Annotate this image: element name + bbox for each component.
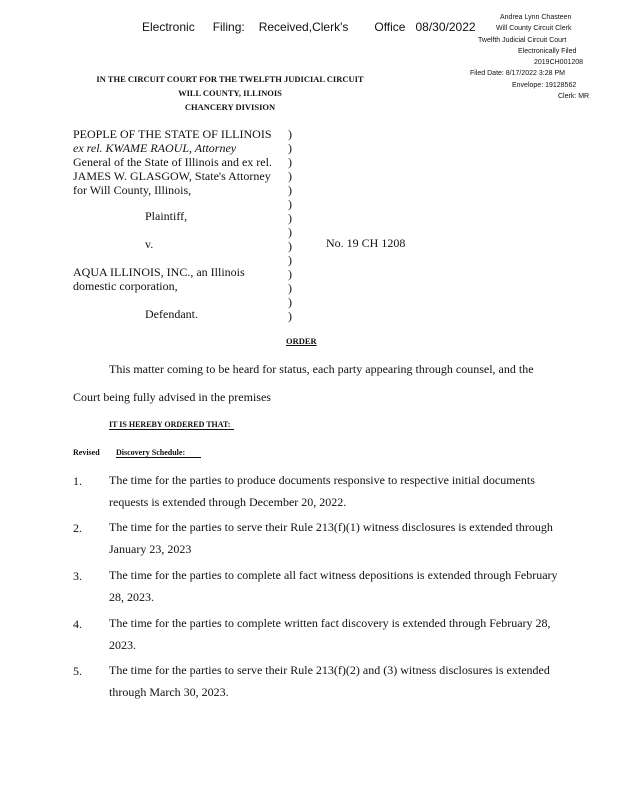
stamp-efiled: Electronically Filed bbox=[518, 47, 577, 55]
item-2-number: 2. bbox=[73, 521, 82, 535]
stamp-clerk-initials: Clerk: MR bbox=[558, 93, 590, 101]
item-2-text: The time for the parties to serve their Rule 213(f)(1) witness disclosures is extended through January 23, 2023 bbox=[109, 520, 553, 556]
order-intro-line-2: Court being fully advised in the premises bbox=[73, 390, 271, 404]
court-division: CHANCERY DIVISION bbox=[184, 102, 276, 112]
versus: v. bbox=[145, 237, 154, 251]
item-5-text: The time for the parties to serve their Rule 213(f)(2) and (3) witness disclosures is extended through March 30, 2023. bbox=[109, 663, 550, 699]
item-1-number: 1. bbox=[73, 474, 82, 488]
plaintiff-line-4: JAMES W. GLASGOW, State's Attorney bbox=[73, 169, 271, 183]
plaintiff-line-2: ex rel. KWAME RAOUL, Attorney bbox=[73, 141, 237, 155]
case-number: No. 19 CH 1208 bbox=[326, 236, 406, 250]
defendant-line-2: domestic corporation, bbox=[73, 279, 178, 293]
stamp-envelope: Envelope: 19128562 bbox=[512, 81, 577, 89]
revised-label: Revised bbox=[73, 448, 100, 457]
plaintiff-line-1: PEOPLE OF THE STATE OF ILLINOIS bbox=[73, 127, 272, 141]
filing-word-office: Office bbox=[374, 20, 406, 34]
e-filing-banner bbox=[142, 20, 476, 34]
ordered-heading: IT IS HEREBY ORDERED THAT: bbox=[109, 420, 234, 430]
filing-word-received: Received,Clerk's bbox=[258, 20, 349, 34]
clerk-filing-stamp bbox=[470, 12, 598, 102]
order-title: ORDER bbox=[286, 336, 317, 346]
item-1-text: The time for the parties to produce documents responsive to respective initial documents requests is extended through December 20, 2022. bbox=[109, 473, 535, 509]
plaintiff-label: Plaintiff, bbox=[145, 209, 188, 223]
filing-date: 08/30/2022 bbox=[415, 20, 476, 34]
stamp-filed-date: Filed Date: 8/17/2022 3:28 PM bbox=[470, 70, 565, 78]
court-county: WILL COUNTY, ILLINOIS bbox=[178, 88, 282, 98]
item-5-number: 5. bbox=[73, 664, 82, 678]
plaintiff-line-5: for Will County, Illinois, bbox=[73, 183, 192, 197]
caption-parentheses: ) ) ) ) ) ) ) ) ) ) ) ) ) ) bbox=[288, 127, 292, 323]
court-name: IN THE CIRCUIT COURT FOR THE TWELFTH JUDICIAL CIRCUIT bbox=[96, 74, 364, 84]
defendant-label: Defendant. bbox=[145, 307, 198, 321]
filing-word-electronic: Electronic bbox=[142, 20, 195, 34]
plaintiff-line-3: General of the State of Illinois and ex rel. bbox=[73, 155, 272, 169]
stamp-circuit: Twelfth Judicial Circuit Court bbox=[478, 36, 567, 44]
stamp-county: Will County Circuit Clerk bbox=[496, 25, 572, 33]
item-4-text: The time for the parties to complete written fact discovery is extended through February 28, 2023. bbox=[109, 616, 551, 652]
order-intro-line-1: This matter coming to be heard for status, each party appearing through counsel, and the bbox=[109, 362, 534, 376]
item-4-number: 4. bbox=[73, 617, 82, 631]
stamp-case-number: 2019CH001208 bbox=[534, 59, 584, 67]
discovery-schedule-heading: Discovery Schedule: bbox=[116, 448, 201, 458]
defendant-line-1: AQUA ILLINOIS, INC., an Illinois bbox=[73, 265, 245, 279]
stamp-clerk-name: Andrea Lynn Chasteen bbox=[500, 14, 572, 21]
item-3-text: The time for the parties to complete all fact witness depositions is extended through February 28, 2023. bbox=[109, 568, 558, 604]
item-3-number: 3. bbox=[73, 569, 82, 583]
filing-word-filing: Filing: bbox=[212, 20, 245, 34]
